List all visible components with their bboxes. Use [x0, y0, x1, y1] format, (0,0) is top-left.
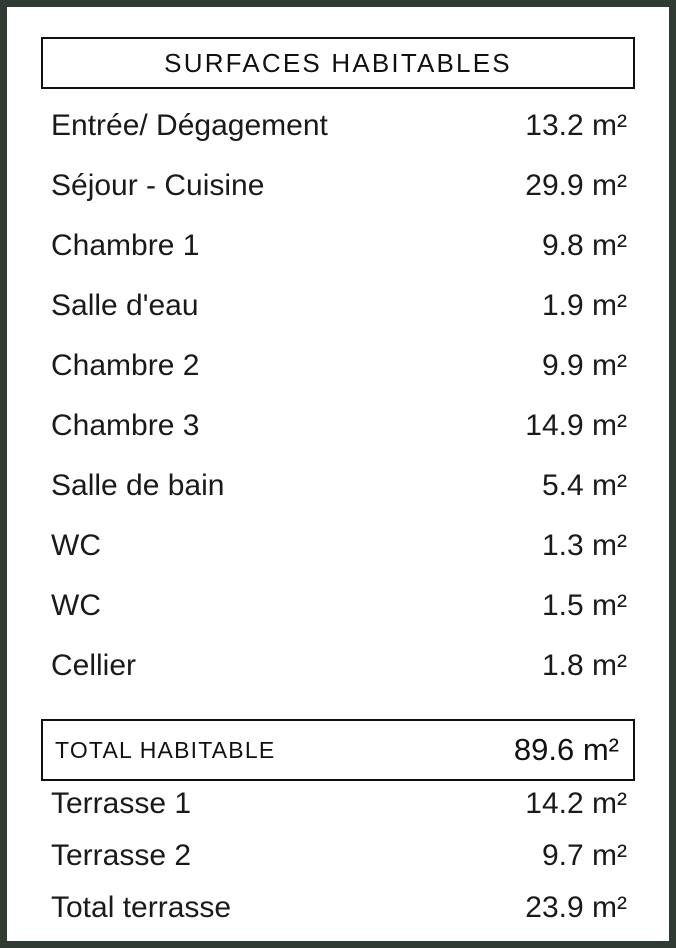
room-label: WC	[51, 589, 101, 622]
list-item	[51, 289, 627, 349]
terrace-area: 14.2 m²	[525, 787, 627, 820]
terrace-list	[35, 787, 641, 943]
page-title-box	[41, 37, 635, 89]
room-area: 1.8 m²	[541, 649, 627, 682]
room-area: 9.8 m²	[541, 229, 627, 262]
room-area: 29.9 m²	[525, 169, 627, 202]
room-area: 13.2 m²	[525, 109, 627, 142]
list-item	[51, 649, 627, 709]
room-area: 5.4 m²	[541, 469, 627, 502]
list-item	[51, 109, 627, 169]
list-item	[51, 589, 627, 649]
list-item	[51, 787, 627, 839]
room-label: Chambre 1	[51, 229, 200, 262]
terrace-area: 9.7 m²	[541, 839, 627, 872]
total-habitable-label: TOTAL HABITABLE	[55, 736, 276, 763]
room-area: 1.5 m²	[541, 589, 627, 622]
total-habitable-value: 89.6 m²	[513, 732, 619, 767]
room-area: 14.9 m²	[525, 409, 627, 442]
list-item	[51, 169, 627, 229]
list-item	[51, 891, 627, 943]
room-label: Chambre 3	[51, 409, 200, 442]
room-label: Salle d'eau	[51, 289, 199, 322]
room-area: 1.3 m²	[541, 529, 627, 562]
list-item	[51, 349, 627, 409]
room-label: Séjour - Cuisine	[51, 169, 265, 202]
room-area: 1.9 m²	[541, 289, 627, 322]
room-area: 9.9 m²	[541, 349, 627, 382]
room-label: Chambre 2	[51, 349, 200, 382]
total-habitable-row	[41, 719, 635, 781]
room-label: Entrée/ Dégagement	[51, 109, 328, 142]
terrace-total-value: 23.9 m²	[525, 891, 627, 924]
room-label: WC	[51, 529, 101, 562]
terrace-total-label: Total terrasse	[51, 891, 232, 924]
room-list	[35, 109, 641, 709]
page-title: SURFACES HABITABLES	[164, 47, 512, 78]
list-item	[51, 529, 627, 589]
list-item	[51, 229, 627, 289]
surface-table-sheet	[7, 7, 669, 941]
terrace-label: Terrasse 2	[51, 839, 192, 872]
room-label: Cellier	[51, 649, 137, 682]
terrace-label: Terrasse 1	[51, 787, 192, 820]
room-label: Salle de bain	[51, 469, 225, 502]
list-item	[51, 839, 627, 891]
list-item	[51, 469, 627, 529]
list-item	[51, 409, 627, 469]
